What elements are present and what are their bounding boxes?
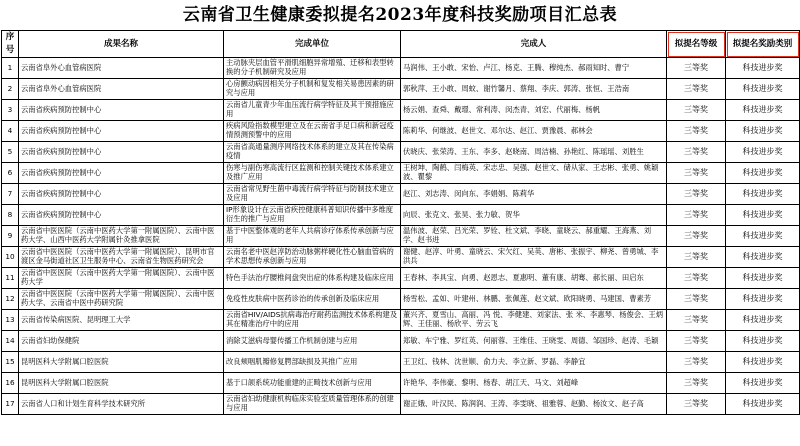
cell-achievement-name: 云南省疾病预防控制中心	[19, 142, 224, 163]
cell-no: 1	[2, 58, 19, 79]
cell-grade: 三等奖	[667, 289, 726, 310]
cell-grade: 三等奖	[667, 268, 726, 289]
cell-unit: 伤寒与副伤寒高流行区监测和控制关键技术体系建立及推广应用	[224, 163, 401, 184]
cell-unit: 云南名老中医赵淳防治动脉粥样硬化性心脑血管病的学术思想传承创新与应用	[224, 247, 401, 268]
cell-achievement-name: 云南省疾病预防控制中心	[19, 205, 224, 226]
cell-unit: 疾病风险指数模型建立及在云南省手足口病和新冠疫情预测预警中的应用	[224, 121, 401, 142]
cell-unit: 消除艾滋病母婴传播工作机制创建与应用	[224, 331, 401, 352]
table-row	[2, 205, 800, 226]
cell-people: 马润伟、王小敢、宋怡、卢江、杨克、王腾、穆纯杰、郝雨知时、曹宁	[401, 58, 667, 79]
cell-people: 许艳华、李伟豪、黎明、杨春、胡江天、马文、刘超峰	[401, 373, 667, 394]
cell-people: 王春林、李具宝、向勇、赵恩志、夏惠明、董有康、胡骞、郝长丽、田启东	[401, 268, 667, 289]
cell-achievement-name: 云南省中医医院（云南中医药大学第一附属医院）、云南中医药大学、山西中医药大学附属针灸推拿医院	[19, 226, 224, 247]
cell-grade: 三等奖	[667, 226, 726, 247]
cell-no: 10	[2, 247, 19, 268]
cell-people: 伏晓庆、张荣涛、王东、李多、赵晓南、周洁楠、孙艳红、陈瑶瑶、刘胜生	[401, 142, 667, 163]
cell-grade: 三等奖	[667, 58, 726, 79]
header-achievement-name: 成果名称	[19, 31, 224, 58]
table-row	[2, 268, 800, 289]
table-row	[2, 184, 800, 205]
cell-grade: 三等奖	[667, 121, 726, 142]
cell-category: 科技进步奖	[726, 205, 800, 226]
cell-grade: 三等奖	[667, 205, 726, 226]
cell-grade: 三等奖	[667, 163, 726, 184]
cell-unit: 基于中医整体观的老年人共病诊疗体系传承创新与应用	[224, 226, 401, 247]
header-unit: 完成单位	[224, 31, 401, 58]
cell-category: 科技进步奖	[726, 352, 800, 373]
cell-unit: 心房颤动病因相关分子机制和复发相关易患因素的研究与应用	[224, 79, 401, 100]
table-row	[2, 226, 800, 247]
cell-category: 科技进步奖	[726, 373, 800, 394]
cell-grade: 三等奖	[667, 247, 726, 268]
cell-no: 8	[2, 205, 19, 226]
cell-people: 谢正娥、叶汉民、陈润润、王涛、李雯晓、祖雅蓉、赵勤、杨汝文、赵子高	[401, 394, 667, 415]
header-people: 完成人	[401, 31, 667, 58]
cell-grade: 三等奖	[667, 394, 726, 415]
cell-category: 科技进步奖	[726, 100, 800, 121]
cell-unit: 基于口颌系统功能重建的正畸技术创新与应用	[224, 373, 401, 394]
cell-people: 王卫红、钱林、沈世顺、俞力夫、李立新、罗磊、李静宜	[401, 352, 667, 373]
cell-no: 13	[2, 310, 19, 331]
cell-unit: 云南省妇幼健康机构临床实验室质量管理体系的创建与应用	[224, 394, 401, 415]
table-row	[2, 289, 800, 310]
cell-no: 2	[2, 79, 19, 100]
table-row	[2, 394, 800, 415]
cell-people: 赵江、刘志涛、闵向东、李娟娟、陈莉华	[401, 184, 667, 205]
cell-people: 王树坤、陶鹤、闫梅英、宋志忠、吴强、赵世文、储从家、王志彬、张勇、姚颖波、瞿黎	[401, 163, 667, 184]
cell-category: 科技进步奖	[726, 331, 800, 352]
cell-no: 5	[2, 142, 19, 163]
cell-grade: 三等奖	[667, 352, 726, 373]
cell-grade: 三等奖	[667, 79, 726, 100]
cell-no: 11	[2, 268, 19, 289]
cell-category: 科技进步奖	[726, 142, 800, 163]
cell-no: 9	[2, 226, 19, 247]
table-row	[2, 331, 800, 352]
cell-achievement-name: 云南省疾病预防控制中心	[19, 121, 224, 142]
table-header-row	[2, 31, 800, 58]
cell-people: 谢健、赵淳、叶勇、童晓云、宋欠红、吴英、唐彬、张振宇、柳尧、曾勇城、李洪兵	[401, 247, 667, 268]
cell-category: 科技进步奖	[726, 184, 800, 205]
cell-no: 6	[2, 163, 19, 184]
cell-people: 杨雪松、孟如、叶建州、林鹏、张佩莲、赵文斌、欧阳晓勇、马建国、曹素芳	[401, 289, 667, 310]
cell-category: 科技进步奖	[726, 79, 800, 100]
cell-category: 科技进步奖	[726, 58, 800, 79]
table-row	[2, 373, 800, 394]
header-grade: 拟提名等级	[667, 31, 726, 58]
cell-grade: 三等奖	[667, 331, 726, 352]
cell-unit: 改良颊咽肌瓣修复腭部缺损及其推广应用	[224, 352, 401, 373]
cell-unit: 云南省儿童青少年血压流行病学特征及其干预措施应用	[224, 100, 401, 121]
cell-achievement-name: 云南省疾病预防控制中心	[19, 163, 224, 184]
cell-no: 4	[2, 121, 19, 142]
cell-achievement-name: 云南省传染病医院、昆明理工大学	[19, 310, 224, 331]
table-row	[2, 100, 800, 121]
cell-achievement-name: 云南省疾病预防控制中心	[19, 100, 224, 121]
cell-unit: 特色手法治疗腰椎间盘突出症的体系构建及临床应用	[224, 268, 401, 289]
cell-grade: 三等奖	[667, 100, 726, 121]
cell-achievement-name: 云南省阜外心血管病医院	[19, 58, 224, 79]
cell-no: 16	[2, 373, 19, 394]
header-no: 序号	[2, 31, 19, 58]
cell-no: 3	[2, 100, 19, 121]
cell-category: 科技进步奖	[726, 289, 800, 310]
cell-achievement-name: 昆明医科大学附属口腔医院	[19, 373, 224, 394]
cell-grade: 三等奖	[667, 373, 726, 394]
table-row	[2, 352, 800, 373]
cell-category: 科技进步奖	[726, 247, 800, 268]
cell-achievement-name: 昆明医科大学附属口腔医院	[19, 352, 224, 373]
cell-category: 科技进步奖	[726, 268, 800, 289]
cell-people: 郭秋萍、王小敢、周蚊、谢竹馨月、蔡翔、李庆、郭涛、张恒、王浩南	[401, 79, 667, 100]
cell-category: 科技进步奖	[726, 121, 800, 142]
cell-achievement-name: 云南省中医医院（云南中医药大学第一附属医院）、云南中医药大学	[19, 268, 224, 289]
cell-people: 杨云娟、查舜、戴璟、常利涛、闵杰青、刘宏、代丽梅、杨帆	[401, 100, 667, 121]
cell-unit: 云南省常见野生菌中毒流行病学特征与防制技术建立及应用	[224, 184, 401, 205]
cell-achievement-name: 云南省中医医院（云南中医药大学第一附属医院）、昆明市官渡区金马街道社区卫生服务中心、云南省生物医药研究会	[19, 247, 224, 268]
cell-people: 陈莉华、何继波、赵世文、邓尔达、赵江、贾豫晨、郝林会	[401, 121, 667, 142]
cell-grade: 三等奖	[667, 184, 726, 205]
table-row	[2, 142, 800, 163]
table-row	[2, 310, 800, 331]
cell-grade: 三等奖	[667, 142, 726, 163]
cell-unit: 免疫性皮肤病中医药诊治的传承创新及临床应用	[224, 289, 401, 310]
cell-category: 科技进步奖	[726, 226, 800, 247]
cell-unit: 主动脉夹层血管平滑肌细胞异常增殖、迁移和表型转换的分子机制研究及应用	[224, 58, 401, 79]
cell-no: 15	[2, 352, 19, 373]
cell-achievement-name: 云南省中医医院（云南中医药大学第一附属医院）、云南中医药大学、云南省中医中药研究院	[19, 289, 224, 310]
cell-category: 科技进步奖	[726, 163, 800, 184]
cell-people: 温伟波、赵荣、吕光荣、罗铨、杜文斌、李晓、童晓云、郝重耀、王海燕、刘学、赵书进	[401, 226, 667, 247]
table-row	[2, 247, 800, 268]
cell-no: 7	[2, 184, 19, 205]
cell-no: 14	[2, 331, 19, 352]
cell-achievement-name: 云南省阜外心血管病医院	[19, 79, 224, 100]
cell-grade: 三等奖	[667, 310, 726, 331]
cell-category: 科技进步奖	[726, 310, 800, 331]
cell-people: 郑敏、车宁雅、罗红英、何丽蓉、王维佳、王晓雯、周德、邹国珍、赵涛、毛颖	[401, 331, 667, 352]
cell-unit: IP形象设计在云南省疾控健康科普知识传播中多维度衍生的推广与应用	[224, 205, 401, 226]
table-row	[2, 58, 800, 79]
page-title: 云南省卫生健康委拟提名2023年度科技奖励项目汇总表	[182, 5, 618, 25]
cell-people: 向辰、张克文、张昊、张力敏、贺华	[401, 205, 667, 226]
cell-no: 12	[2, 289, 19, 310]
cell-people: 董兴齐、夏雪山、高丽、冯 悦、李健建、刘家法、张 米、李惠琴、杨俊会、王炳辉、王佳丽、杨欣平、劳云飞	[401, 310, 667, 331]
cell-unit: 云南省高通量测序网络技术体系的建立及其在传染病疫情	[224, 142, 401, 163]
table-row	[2, 79, 800, 100]
cell-achievement-name: 云南省妇幼保健院	[19, 331, 224, 352]
table-row	[2, 163, 800, 184]
header-category: 拟提名奖励类别	[726, 31, 800, 58]
award-summary-table	[1, 30, 800, 415]
cell-unit: 云南省HIV/AIDS抗病毒治疗耐药监测技术体系构建及其在精准治疗中的应用	[224, 310, 401, 331]
cell-achievement-name: 云南省人口和计划生育科学技术研究所	[19, 394, 224, 415]
cell-no: 17	[2, 394, 19, 415]
cell-category: 科技进步奖	[726, 394, 800, 415]
table-row	[2, 121, 800, 142]
cell-achievement-name: 云南省疾病预防控制中心	[19, 184, 224, 205]
